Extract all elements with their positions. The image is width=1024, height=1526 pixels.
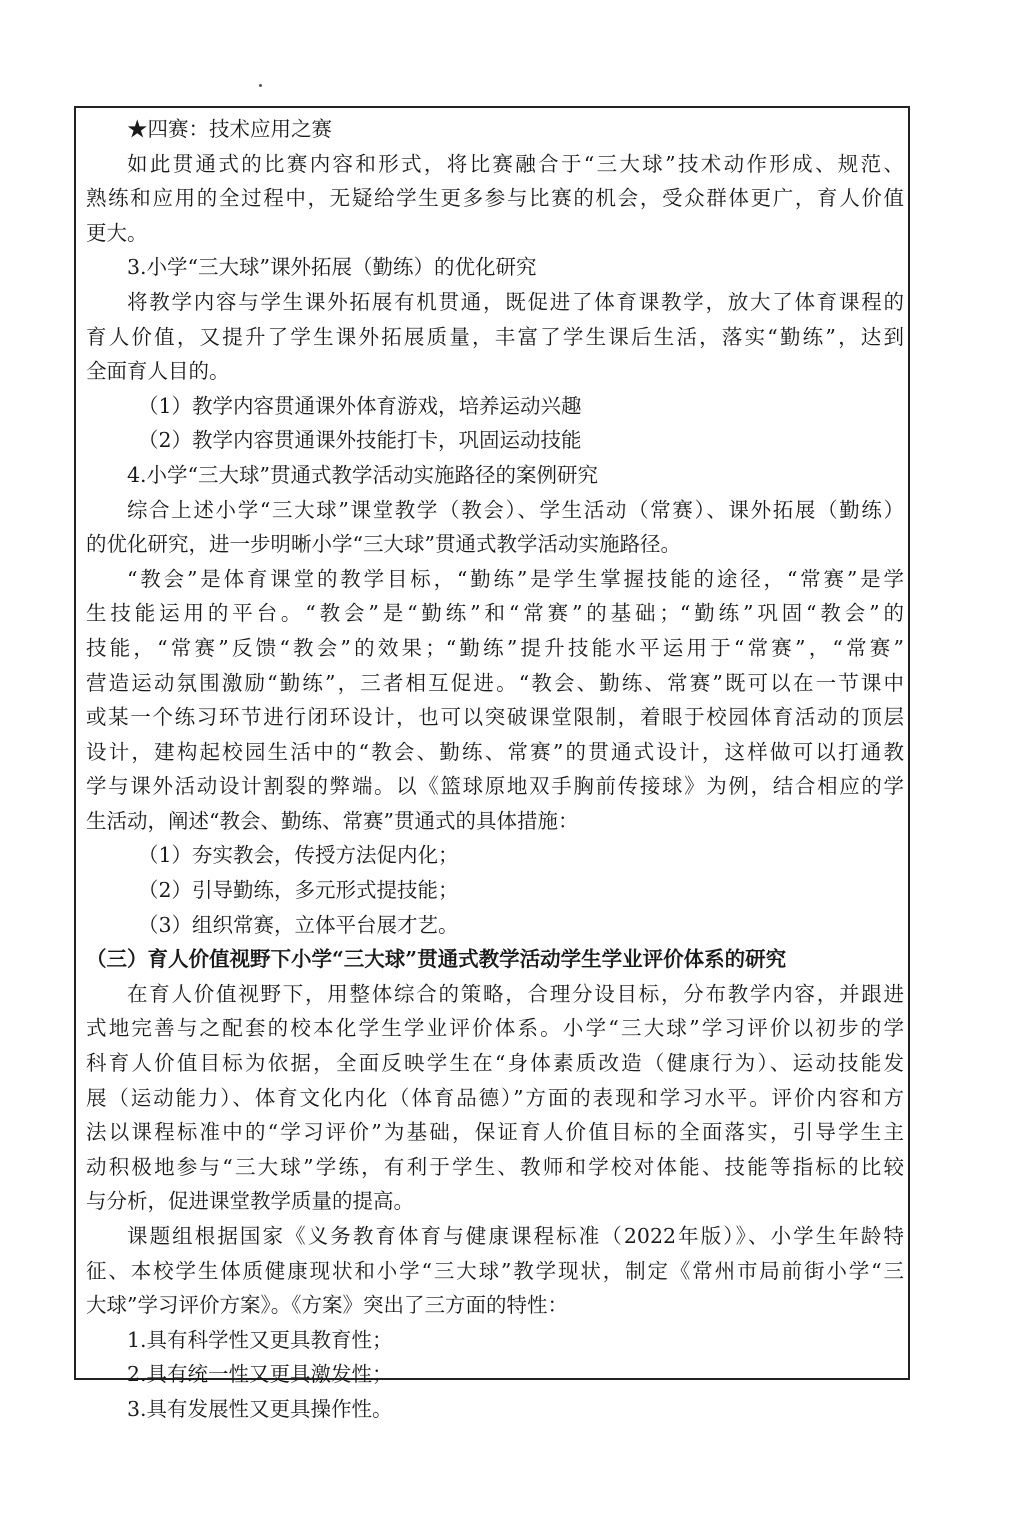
text-line: 3.小学“三大球”课外拓展（勤练）的优化研究 bbox=[127, 255, 537, 280]
text-line: 或某一个练习环节进行闭环设计，也可以突破课堂限制，着眼于校园体育活动的顶层 bbox=[86, 705, 904, 730]
text-line: 在育人价值视野下，用整体综合的策略，合理分设目标，分布教学内容，并跟进 bbox=[127, 981, 904, 1006]
text-line: 全面育人目的。 bbox=[86, 359, 230, 384]
text-line: 将教学内容与学生课外拓展有机贯通，既促进了体育课教学，放大了体育课程的 bbox=[127, 289, 904, 314]
text-line: 技能，“常赛”反馈“教会”的效果；“勤练”提升技能水平运用于“常赛”，“常赛” bbox=[86, 635, 904, 660]
text-line: 征、本校学生体质健康现状和小学“三大球”教学现状，制定《常州市局前街小学“三 bbox=[86, 1258, 904, 1283]
text-line: （1）夯实教会，传授方法促内化； bbox=[138, 843, 459, 868]
text-line: （2）教学内容贯通课外技能打卡，巩固运动技能 bbox=[138, 428, 582, 453]
text-line: ★四赛：技术应用之赛 bbox=[127, 117, 332, 141]
text-line: 生技能运用的平台。“教会”是“勤练”和“常赛”的基础；“勤练”巩固“教会”的 bbox=[86, 601, 904, 626]
text-line: 生活动，阐述“教会、勤练、常赛”贯通式的具体措施： bbox=[86, 808, 579, 833]
text-line: （2）引导勤练，多元形式提技能； bbox=[138, 878, 459, 903]
text-line: （1）教学内容贯通课外体育游戏，培养运动兴趣 bbox=[138, 393, 582, 418]
text-line: 学与课外活动设计割裂的弊端。以《篮球原地双手胸前传接球》为例，结合相应的学 bbox=[86, 774, 904, 799]
text-line: 更大。 bbox=[86, 220, 148, 245]
text-line: 科育人价值目标为依据，全面反映学生在“身体素质改造（健康行为）、运动技能发 bbox=[86, 1051, 904, 1076]
text-line: “教会”是体育课堂的教学目标，“勤练”是学生掌握技能的途径，“常赛”是学 bbox=[127, 566, 904, 591]
text-line: 1.具有科学性又更具教育性； bbox=[127, 1327, 393, 1352]
text-line: 综合上述小学“三大球”课堂教学（教会）、学生活动（常赛）、课外拓展（勤练） bbox=[127, 497, 904, 522]
text-line: 动积极地参与“三大球”学练，有利于学生、教师和学校对体能、技能等指标的比较 bbox=[86, 1154, 904, 1179]
text-line: 式地完善与之配套的校本化学生学业评价体系。小学“三大球”学习评价以初步的学 bbox=[86, 1016, 904, 1041]
text-line: 展（运动能力）、体育文化内化（体育品德）”方面的表现和学习水平。评价内容和方 bbox=[86, 1085, 904, 1110]
text-line: 2.具有统一性又更具激发性； bbox=[127, 1362, 393, 1387]
text-line: 课题组根据国家《义务教育体育与健康课程标准（2022年版）》、小学生年龄特 bbox=[127, 1224, 904, 1248]
text-line: 熟练和应用的全过程中，无疑给学生更多参与比赛的机会，受众群体更广，育人价值 bbox=[86, 186, 904, 211]
text-line: 育人价值，又提升了学生课外拓展质量，丰富了学生课后生活，落实“勤练”，达到 bbox=[86, 324, 904, 349]
text-line: 法以课程标准中的“学习评价”为基础，保证育人价值目标的全面落实，引导学生主 bbox=[86, 1120, 904, 1145]
text-line: 大球”学习评价方案》。《方案》突出了三方面的特性： bbox=[86, 1293, 568, 1318]
text-line: 与分析，促进课堂教学质量的提高。 bbox=[86, 1189, 414, 1214]
text-line: 的优化研究，进一步明晰小学“三大球”贯通式教学活动实施路径。 bbox=[86, 532, 681, 557]
text-line: 4.小学“三大球”贯通式教学活动实施路径的案例研究 bbox=[127, 462, 599, 487]
text-line: 3.具有发展性又更具操作性。 bbox=[127, 1396, 393, 1421]
document-body bbox=[86, 112, 904, 1427]
text-line: 营造运动氛围激励“勤练”，三者相互促进。“教会、勤练、常赛”既可以在一节课中 bbox=[86, 670, 904, 695]
section-heading: （三）育人价值视野下小学“三大球”贯通式教学活动学生学业评价体系的研究 bbox=[86, 947, 787, 972]
text-line: 如此贯通式的比赛内容和形式，将比赛融合于“三大球”技术动作形成、规范、 bbox=[127, 151, 904, 176]
scan-speck bbox=[259, 84, 262, 87]
text-line: 设计，建构起校园生活中的“教会、勤练、常赛”的贯通式设计，这样做可以打通教 bbox=[86, 739, 904, 764]
text-line: （3）组织常赛，立体平台展才艺。 bbox=[138, 912, 459, 937]
